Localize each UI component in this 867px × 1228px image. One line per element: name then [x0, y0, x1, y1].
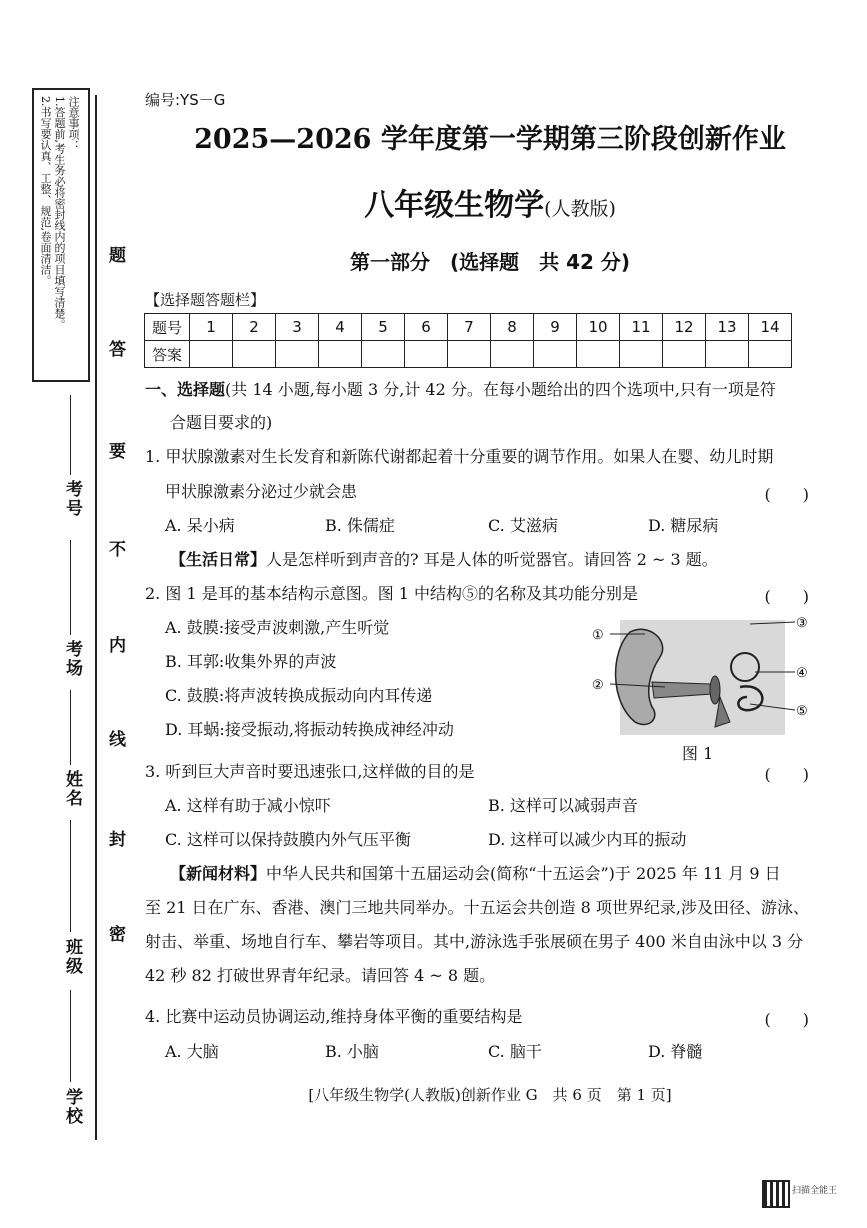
answer-cell[interactable]	[620, 341, 663, 368]
intro-life-text: 人是怎样听到声音的? 耳是人体的听觉器官。请回答 2 ~ 3 题。	[266, 550, 718, 569]
answer-table-header-row	[145, 314, 792, 341]
answer-cell[interactable]	[233, 341, 276, 368]
field-school-line	[70, 990, 71, 1082]
subject-title	[130, 180, 850, 224]
q2-option-a: A. 鼓膜:接受声波刺激,产生听觉	[165, 618, 390, 637]
q1-bracket[interactable]: ( )	[764, 485, 809, 504]
question-number-cell: 14	[749, 314, 792, 341]
figure-label-1: ①	[592, 628, 604, 643]
answer-cell[interactable]	[190, 341, 233, 368]
seal-char-8: 密	[105, 925, 125, 944]
field-exam-room: 考场	[62, 640, 82, 678]
q4-option-b: B. 小脑	[325, 1042, 379, 1061]
q4-bracket[interactable]: ( )	[764, 1010, 809, 1029]
q4-stem: 4. 比赛中运动员协调运动,维持身体平衡的重要结构是	[145, 1007, 523, 1026]
section-desc-2: 合题目要求的)	[170, 413, 273, 432]
q4-option-c: C. 脑干	[488, 1042, 542, 1061]
answer-cell[interactable]	[491, 341, 534, 368]
intro-life-tag: 【生活日常】	[170, 550, 267, 569]
field-name: 姓名	[62, 770, 82, 808]
answer-cell[interactable]	[448, 341, 491, 368]
question-number-cell: 5	[362, 314, 405, 341]
section-heading	[145, 380, 776, 400]
intro-life	[170, 550, 718, 570]
answer-cell[interactable]	[577, 341, 620, 368]
serial-number: 编号:YS－G	[145, 91, 226, 109]
q2-option-d: D. 耳蜗:接受振动,将振动转换成神经冲动	[165, 720, 454, 739]
q3-option-d: D. 这样可以减少内耳的振动	[488, 830, 687, 849]
q1-option-c: C. 艾滋病	[488, 516, 558, 535]
figure-caption: 图 1	[682, 744, 714, 763]
question-number-cell: 4	[319, 314, 362, 341]
figure-label-4: ④	[796, 666, 808, 681]
figure-label-5: ⑤	[796, 704, 808, 719]
answer-table-answer-row	[145, 341, 792, 368]
answer-cell[interactable]	[706, 341, 749, 368]
question-number-cell: 10	[577, 314, 620, 341]
seal-char-3: 要	[105, 442, 125, 461]
field-school: 学校	[62, 1088, 82, 1126]
q3-option-b: B. 这样可以减弱声音	[488, 796, 638, 815]
part-heading: 第一部分 (选择题 共 42 分)	[349, 250, 631, 274]
answer-cell[interactable]	[663, 341, 706, 368]
answer-cell[interactable]	[362, 341, 405, 368]
seal-char-1: 题	[105, 246, 125, 265]
question-number-cell: 7	[448, 314, 491, 341]
question-number-cell: 12	[663, 314, 706, 341]
intro-news-tag: 【新闻材料】	[170, 864, 267, 883]
q2-stem: 2. 图 1 是耳的基本结构示意图。图 1 中结构⑤的名称及其功能分别是	[145, 584, 639, 603]
answer-table	[144, 313, 792, 368]
q3-bracket[interactable]: ( )	[764, 765, 809, 784]
intro-news-line-2: 至 21 日在广东、香港、澳门三地共同举办。十五运会共创造 8 项世界纪录,涉及田径、游泳、	[145, 898, 809, 917]
question-number-cell: 3	[276, 314, 319, 341]
q1-option-a: A. 呆小病	[165, 516, 235, 535]
qr-code-icon	[762, 1180, 790, 1208]
q1-stem-1: 1. 甲状腺激素对生长发育和新陈代谢都起着十分重要的调节作用。如果人在婴、幼儿时期	[145, 447, 774, 466]
q4-option-d: D. 脊髓	[648, 1042, 703, 1061]
q2-bracket[interactable]: ( )	[764, 587, 809, 606]
notice-title: 注意事项：	[67, 96, 80, 151]
q3-option-c: C. 这样可以保持鼓膜内外气压平衡	[165, 830, 411, 849]
field-name-line	[70, 690, 71, 765]
section-heading-label: 一、选择题	[145, 380, 226, 399]
q1-stem-2: 甲状腺激素分泌过少就会患	[165, 482, 358, 501]
subject-name: 八年级生物学	[364, 188, 545, 223]
seal-line	[95, 95, 97, 1140]
field-exam-room-line	[70, 540, 71, 635]
subject-edition: (人教版)	[544, 198, 616, 220]
question-number-cell: 13	[706, 314, 749, 341]
question-number-cell: 8	[491, 314, 534, 341]
notice-item-2: 2.书写要认真、工整、规范,卷面清洁。	[39, 96, 52, 286]
notice-text	[38, 96, 80, 376]
q4-option-a: A. 大脑	[165, 1042, 219, 1061]
q1-option-d: D. 糖尿病	[648, 516, 719, 535]
answer-cell[interactable]	[276, 341, 319, 368]
seal-char-2: 答	[105, 340, 125, 359]
intro-news-line-1	[170, 864, 781, 884]
question-number-cell: 11	[620, 314, 663, 341]
answer-table-row-label: 答案	[145, 341, 190, 368]
seal-char-4: 不	[105, 540, 125, 559]
intro-news-line-3: 射击、举重、场地自行车、攀岩等项目。其中,游泳选手张展硕在男子 400 米自由泳中以 3 分	[145, 932, 804, 951]
intro-news-line-4: 42 秒 82 打破世界青年纪录。请回答 4 ~ 8 题。	[145, 966, 496, 985]
q1-option-b: B. 侏儒症	[325, 516, 395, 535]
answer-cell[interactable]	[405, 341, 448, 368]
ear-structure-figure	[590, 612, 810, 740]
field-class-line	[70, 820, 71, 932]
figure-label-3: ③	[796, 616, 808, 631]
seal-char-6: 线	[105, 730, 125, 749]
question-number-cell: 9	[534, 314, 577, 341]
q2-option-c: C. 鼓膜:将声波转换成振动向内耳传递	[165, 686, 433, 705]
answer-bar-label: 【选择题答题栏】	[145, 291, 266, 309]
page-title: 2025—2026 学年度第一学期第三阶段创新作业	[194, 124, 786, 155]
intro-news-text-1: 中华人民共和国第十五届运动会(简称“十五运会”)于 2025 年 11 月 9 日	[266, 864, 781, 883]
q2-option-b: B. 耳郭:收集外界的声波	[165, 652, 337, 671]
field-exam-number-line	[70, 395, 71, 475]
question-number-cell: 2	[233, 314, 276, 341]
question-number-cell: 6	[405, 314, 448, 341]
field-class: 班级	[62, 938, 82, 976]
answer-table-row-label: 题号	[145, 314, 190, 341]
answer-cell[interactable]	[534, 341, 577, 368]
answer-cell[interactable]	[749, 341, 792, 368]
page-footer: [八年级生物学(人教版)创新作业 G 共 6 页 第 1 页]	[308, 1086, 672, 1104]
notice-item-1: 1.答题前,考生务必将密封线内的项目填写清楚。	[53, 96, 66, 330]
figure-label-2: ②	[592, 678, 604, 693]
scanner-watermark: 扫描全能王	[792, 1186, 838, 1196]
q3-stem: 3. 听到巨大声音时要迅速张口,这样做的目的是	[145, 762, 475, 781]
q3-option-a: A. 这样有助于减小惊吓	[165, 796, 331, 815]
question-number-cell: 1	[190, 314, 233, 341]
section-desc-1: (共 14 小题,每小题 3 分,计 42 分。在每小题给出的四个选项中,只有一项是符	[225, 380, 776, 399]
seal-char-7: 封	[105, 830, 125, 849]
eardrum-shape	[710, 676, 720, 704]
answer-cell[interactable]	[319, 341, 362, 368]
seal-char-5: 内	[105, 636, 125, 655]
field-exam-number: 考号	[62, 480, 82, 518]
